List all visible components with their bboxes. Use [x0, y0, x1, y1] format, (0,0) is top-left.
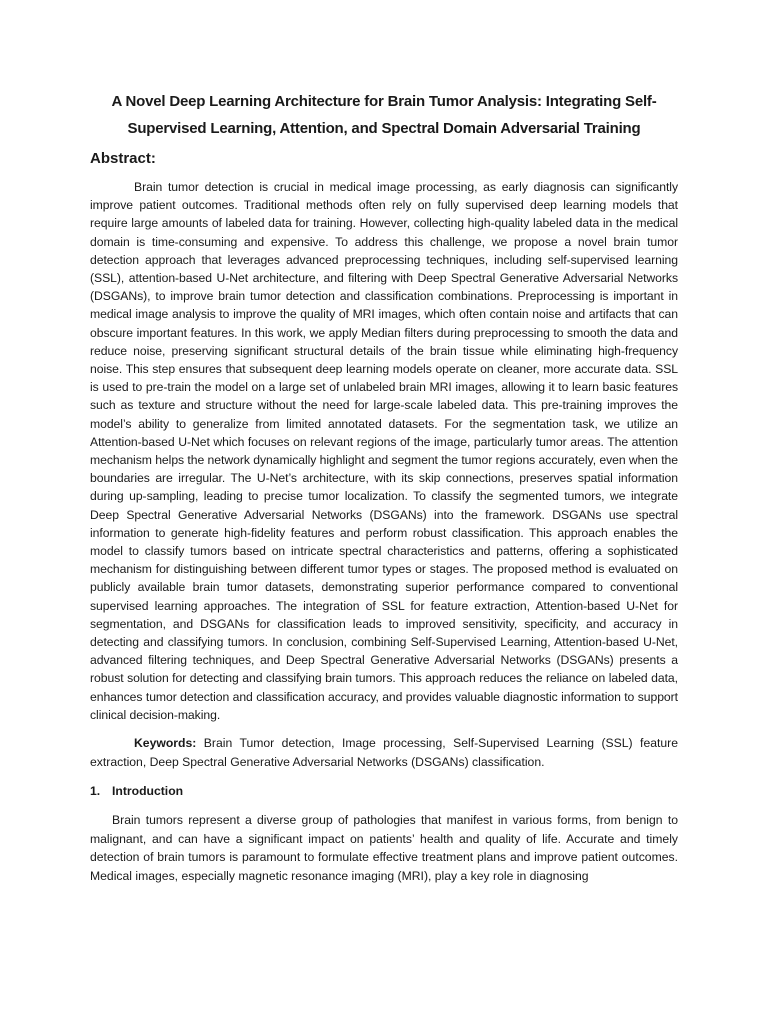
- paper-page: [90, 88, 678, 885]
- keywords-label: Keywords:: [134, 736, 197, 751]
- keywords-text: Brain Tumor detection, Image processing, Self-Supervised Learning (SSL) feature extraction, Deep Spectral Generative Adversarial Networks (DSGANs) classification.: [90, 736, 678, 769]
- paper-title: A Novel Deep Learning Architecture for Brain Tumor Analysis: Integrating Self-Supervised Learning, Attention, and Spectral Domain Adversarial Training: [111, 93, 657, 137]
- section-heading-introduction: [90, 781, 678, 801]
- abstract-paragraph: Brain tumor detection is crucial in medical image processing, as early diagnosis can significantly improve patient outcomes. Traditional methods often rely on fully supervised deep learning models that require large amounts of labeled data for training. However, collecting high-quality labeled data in the medical domain is time-consuming and expensive. To address this challenge, we propose a novel brain tumor detection approach that leverages advanced preprocessing techniques, including self-supervised learning (SSL), attention-based U-Net architecture, and filtering with Deep Spectral Generative Adversarial Networks (DSGANs), to improve brain tumor detection and classification combinations. Preprocessing is important in medical image analysis to improve the quality of MRI images, which often contain noise and artifacts that can obscure important features. In this work, we apply Median filters during preprocessing to smooth the data and reduce noise, preserving significant structural details of the brain tissue while eliminating high-frequency noise. This step ensures that subsequent deep learning models operate on cleaner, more accurate data. SSL is used to pre-train the model on a large set of unlabeled brain MRI images, allowing it to learn basic features such as texture and structure without the need for large-scale labeled data. This pre-training improves the model’s ability to generalize from limited annotated datasets. For the segmentation task, we utilize an Attention-based U-Net which focuses on relevant regions of the image, particularly tumor areas. The attention mechanism helps the network dynamically highlight and segment the tumor regions accurately, even when the boundaries are irregular. The U-Net’s architecture, with its skip connections, preserves spatial information during up-sampling, leading to precise tumor localization. To classify the segmented tumors, we integrate Deep Spectral Generative Adversarial Networks (DSGANs) into the framework. DSGANs use spectral information to generate high-fidelity features and perform robust classification. This approach enables the model to classify tumors based on intricate spectral characteristics and patterns, offering a sophisticated mechanism for distinguishing between different tumor types or stages. The proposed method is evaluated on publicly available brain tumor datasets, demonstrating superior performance compared to conventional supervised learning approaches. The integration of SSL for feature extraction, Attention-based U-Net for segmentation, and DSGANs for classification leads to improved sensitivity, specificity, and accuracy in detecting and classifying tumors. In conclusion, combining Self-Supervised Learning, Attention-based U-Net, advanced filtering techniques, and Deep Spectral Generative Adversarial Networks (DSGANs) presents a robust solution for detecting and classifying brain tumors. This approach reduces the reliance on labeled data, enhances tumor detection and classification accuracy, and provides valuable diagnostic information to support clinical decision-making.: [90, 180, 678, 722]
- introduction-paragraph: Brain tumors represent a diverse group of pathologies that manifest in various forms, from benign to malignant, and can have a significant impact on patients’ health and quality of life. Accurate and timely detection of brain tumors is paramount to formulate effective treatment plans and improve patient outcomes. Medical images, especially magnetic resonance imaging (MRI), play a key role in diagnosing: [90, 813, 678, 883]
- keywords-paragraph: [90, 734, 678, 771]
- abstract-heading: Abstract:: [90, 150, 156, 167]
- section-number: 1.: [90, 784, 101, 799]
- section-title: Introduction: [112, 784, 184, 799]
